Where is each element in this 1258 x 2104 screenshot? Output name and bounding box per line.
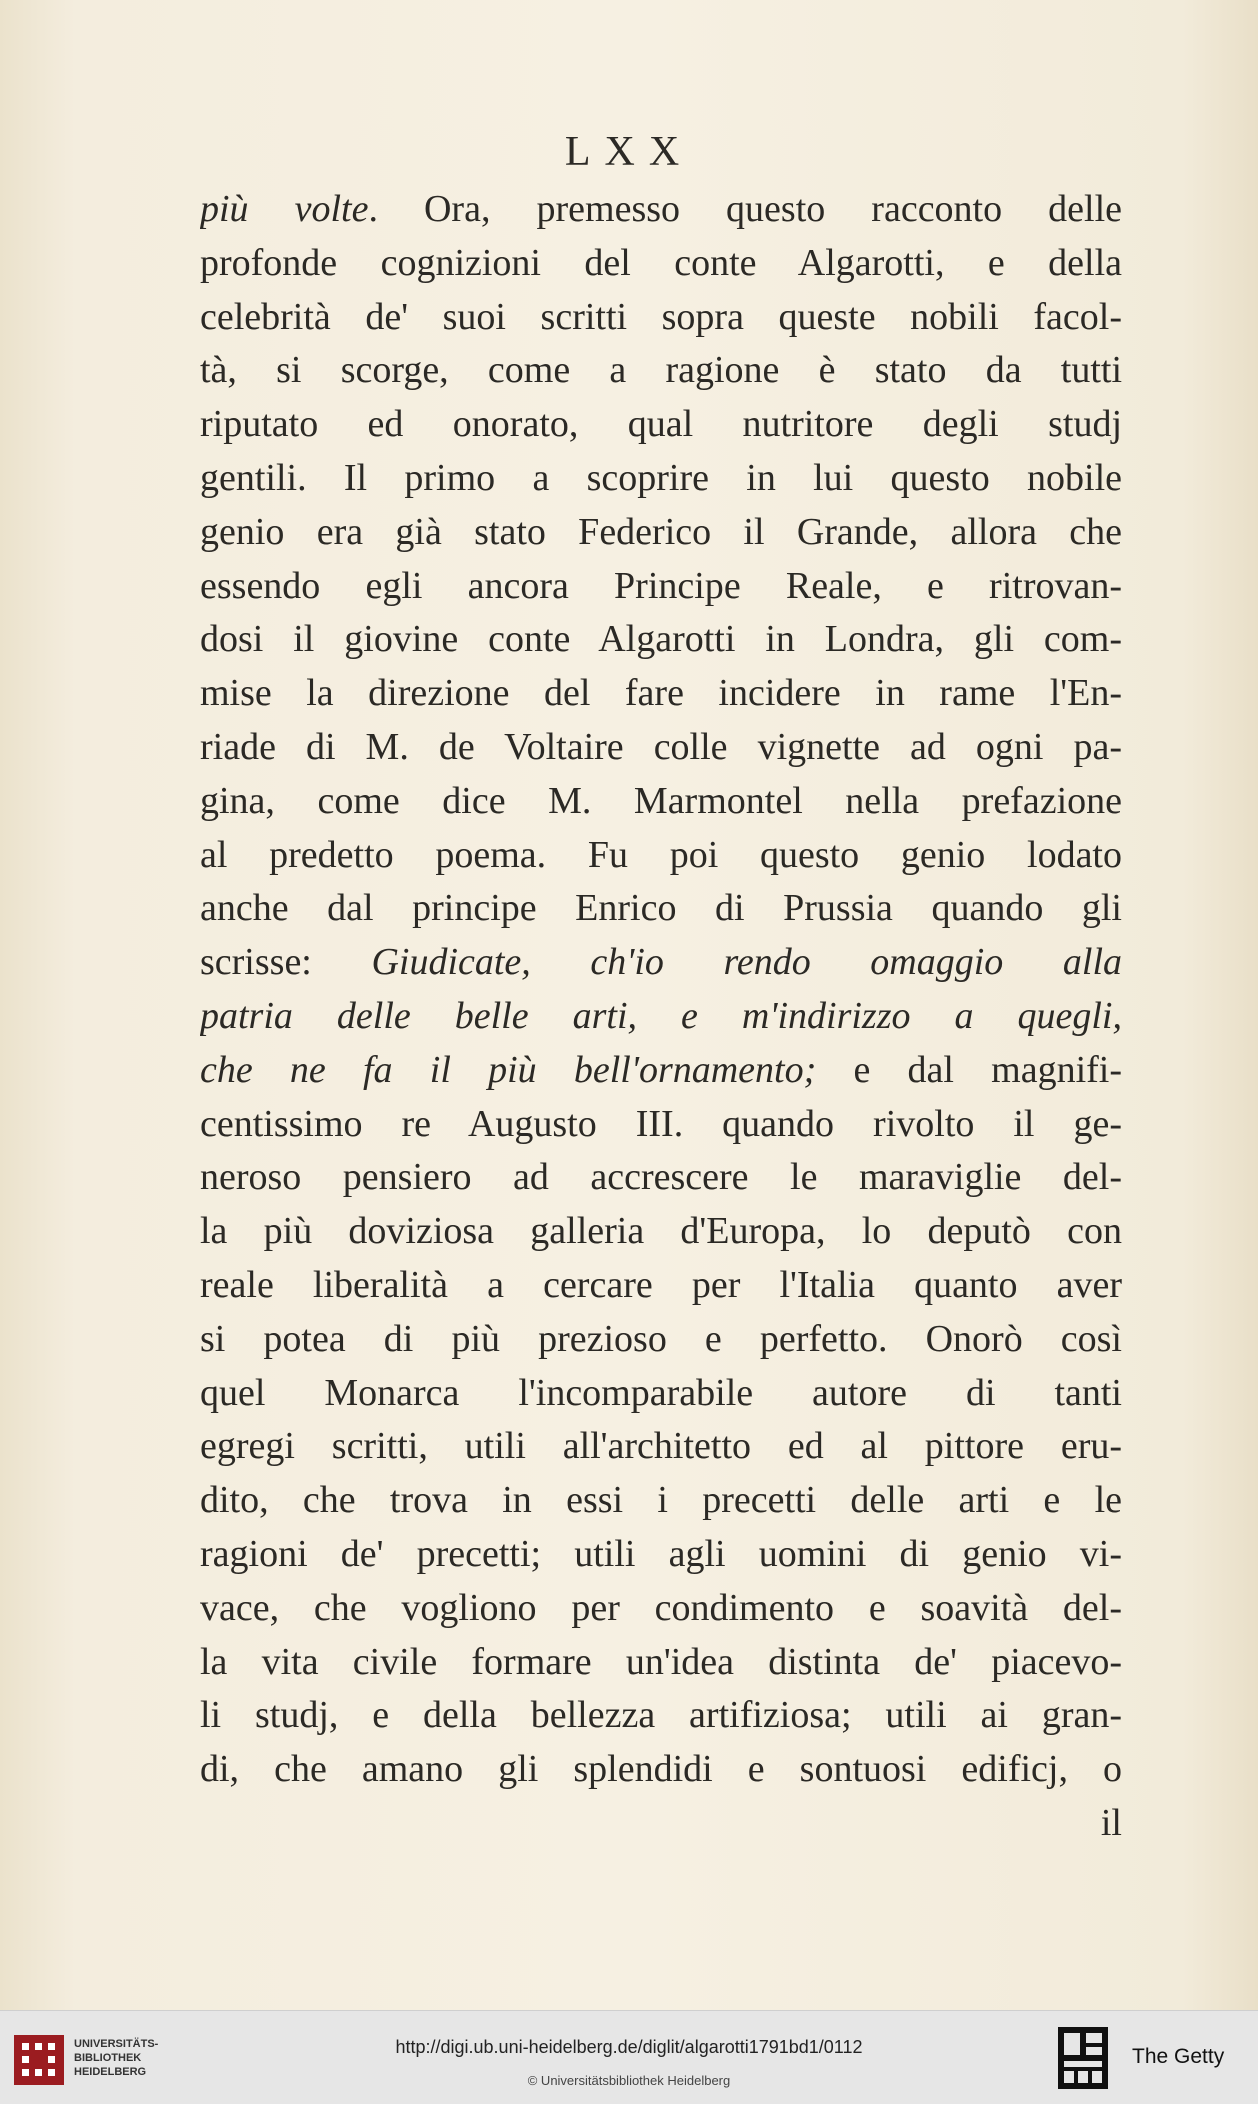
text-line [200,506,1122,560]
text-line [200,1420,1122,1474]
text-line [200,1367,1122,1421]
text-line [200,291,1122,345]
text-line [200,1528,1122,1582]
text-line [200,1582,1122,1636]
permalink-url[interactable]: http://digi.ub.uni-heidelberg.de/diglit/algarotti1791bd1/0112 [395,2037,863,2057]
italic-text-segment: che ne fa il più bell'ornamento; [200,1048,817,1091]
text-line [200,1636,1122,1690]
text-line [200,1474,1122,1528]
text-segment: scrisse: [200,941,372,984]
italic-text-segment: più volte [200,188,369,230]
text-line [200,667,1122,721]
text-segment: genio era già stato Federico il Grande, allora che [200,510,1122,553]
text-segment: celebrità de' suoi scritti sopra queste nobili facol- [200,295,1122,338]
text-segment: dito, che trova in essi i precetti delle arti e le [200,1479,1122,1522]
getty-logo-icon[interactable] [1058,2027,1108,2089]
text-line [200,1689,1122,1743]
text-segment: li studj, e della bellezza artifiziosa; utili ai gran- [200,1694,1122,1737]
text-segment: mise la direzione del fare incidere in rame l'En- [200,672,1122,715]
catchword: il [1100,1801,1122,1844]
text-line [200,1313,1122,1367]
text-line [200,1205,1122,1259]
text-line [200,560,1122,614]
text-segment: . Ora, premesso questo racconto delle [368,188,1122,230]
italic-text-segment: patria delle belle arti, e m'indirizzo a quegli, [200,994,1122,1037]
text-line [200,721,1122,775]
text-line [200,1151,1122,1205]
text-line [200,882,1122,936]
page-number-header: LXX [564,129,694,175]
text-segment: ragioni de' precetti; utili agli uomini di genio vi- [200,1532,1122,1575]
footer-bar [0,2010,1258,2104]
text-line [200,990,1122,1044]
text-segment: essendo egli ancora Principe Reale, e ritrovan- [200,564,1122,607]
text-line [200,183,1122,237]
text-line [200,344,1122,398]
getty-partner-name: The Getty [1132,2045,1225,2068]
text-line [200,613,1122,667]
text-segment: riputato ed onorato, qual nutritore degli studj [200,403,1122,446]
text-segment: neroso pensiero ad accrescere le maraviglie del- [200,1156,1122,1199]
text-line [200,452,1122,506]
text-segment: profonde cognizioni del conte Algarotti, e della [200,241,1122,284]
text-line [200,1098,1122,1152]
text-segment: centissimo re Augusto III. quando rivolto il ge- [200,1102,1122,1145]
text-segment: e dal magnifi- [816,1048,1122,1091]
text-segment: si potea di più prezioso e perfetto. Onorò così [200,1317,1122,1360]
text-segment: reale liberalità a cercare per l'Italia quanto aver [200,1263,1122,1306]
text-line [200,829,1122,883]
text-line [200,1044,1122,1098]
text-segment: riade di M. de Voltaire colle vignette ad ogni pa- [200,725,1122,768]
university-library-name: UNIVERSITÄTS- BIBLIOTHEK HEIDELBERG [74,2038,159,2078]
body-text [200,183,1122,1851]
text-line [200,1259,1122,1313]
text-segment: quel Monarca l'incomparabile autore di tanti [200,1371,1122,1414]
text-segment: al predetto poema. Fu poi questo genio lodato [200,833,1122,876]
text-segment: la vita civile formare un'idea distinta de' piacevo- [200,1640,1122,1683]
italic-text-segment: Giudicate, ch'io rendo omaggio alla [371,941,1122,984]
text-segment: anche dal principe Enrico di Prussia quando gli [200,887,1122,930]
copyright-notice: © Universitätsbibliothek Heidelberg [527,2073,731,2088]
text-segment: di, che amano gli splendidi e sontuosi edificj, o [200,1748,1122,1791]
text-segment: gina, come dice M. Marmontel nella prefazione [200,779,1122,822]
text-line [200,237,1122,291]
text-segment: dosi il giovine conte Algarotti in Londra, gli com- [200,618,1122,661]
text-segment: egregi scritti, utili all'architetto ed al pittore eru- [200,1425,1122,1468]
text-line [200,936,1122,990]
text-segment: la più doviziosa galleria d'Europa, lo deputò con [200,1210,1122,1253]
text-line [200,398,1122,452]
text-segment: tà, si scorge, come a ragione è stato da tutti [200,349,1122,392]
text-segment: gentili. Il primo a scoprire in lui questo nobile [200,456,1122,499]
text-line [200,1743,1122,1797]
text-segment: vace, che vogliono per condimento e soavità del- [200,1586,1122,1629]
text-line [200,775,1122,829]
